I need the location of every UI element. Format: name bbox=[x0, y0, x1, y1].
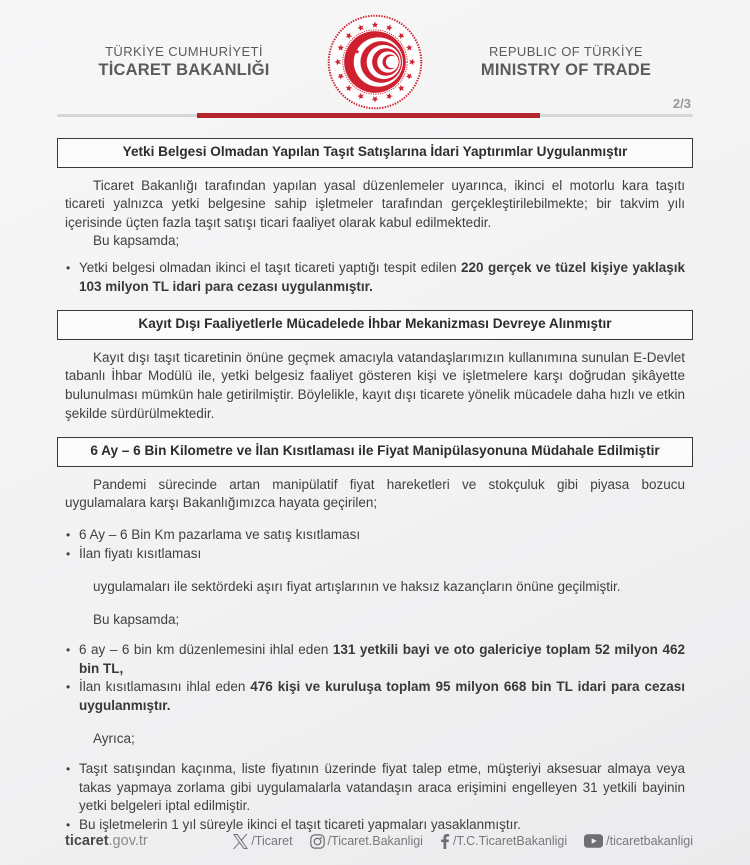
document-body bbox=[65, 138, 685, 835]
bullet-text: İlan kısıtlamasını ihlal eden bbox=[79, 679, 251, 695]
bullet-bold-text: 476 kişi ve kuruluşa toplam 95 milyon 668 bin TL idari para cezası uygulanmıştır. bbox=[79, 679, 686, 714]
bullet-bold-text: 220 gerçek ve tüzel kişiye yaklaşık 103 milyon TL idari para cezası uygulanmıştır. bbox=[79, 259, 685, 294]
bullet-text: 6 ay – 6 bin km düzenlemesini ihlal eden bbox=[79, 642, 333, 658]
bullet-item bbox=[65, 641, 685, 678]
bullet-bold-text: 131 yetkili bayi ve oto galericiye toplam 52 milyon 462 bin TL, bbox=[79, 642, 685, 676]
site-link-rest: .gov.tr bbox=[108, 833, 148, 849]
page-meta bbox=[57, 96, 693, 117]
x-icon bbox=[233, 834, 248, 849]
header-right-title bbox=[451, 44, 681, 80]
youtube-icon bbox=[584, 834, 603, 848]
site-link[interactable] bbox=[65, 833, 148, 849]
social-link-youtube[interactable] bbox=[584, 834, 693, 848]
social-link-facebook[interactable] bbox=[440, 834, 567, 849]
page-number: 2/3 bbox=[672, 96, 691, 111]
measures-closing-line: uygulamaları ile sektördeki aşırı fiyat artışlarının ve haksız kazançların önüne geçilmiştir. bbox=[93, 579, 621, 595]
facebook-icon bbox=[440, 834, 450, 849]
section-1-bullet-list bbox=[65, 259, 685, 296]
site-link-bold: ticaret bbox=[65, 833, 109, 849]
social-handle: /ticaretbakanligi bbox=[606, 834, 693, 848]
section-1-lead-in: Bu kapsamda; bbox=[93, 233, 180, 249]
section-1-paragraph: Ticaret Bakanlığı tarafından yapılan yasal düzenlemeler uyarınca, ikinci el motorlu kara taşıtı ticareti yalnızca yetki belgesine sahip işletmeler tarafından gerçekleştirilebilmekte; bir takvim yılı içerisinde üçten fazla taşıt satışı ticari faaliyet olarak kabul edilmektedir. bbox=[65, 177, 685, 230]
divider-red-bar bbox=[197, 113, 540, 118]
section-3-lead-in: Bu kapsamda; bbox=[93, 611, 180, 627]
social-handle: /Ticaret bbox=[251, 834, 293, 848]
header-right-line1: REPUBLIC OF TÜRKİYE bbox=[488, 44, 643, 59]
social-handle: /T.C.TicaretBakanligi bbox=[452, 834, 568, 848]
fines-bullet-list bbox=[65, 641, 685, 715]
footer bbox=[65, 833, 693, 849]
social-links bbox=[233, 834, 693, 849]
sanctions-bullet-list bbox=[65, 760, 685, 834]
instagram-icon bbox=[310, 834, 325, 849]
header-left-line2: TİCARET BAKANLIĞI bbox=[98, 61, 270, 79]
bullet-item bbox=[65, 678, 685, 715]
section-3-paragraph: Pandemi sürecinde artan manipülatif fiyat hareketleri ve stokçuluk gibi piyasa bozucu uygulamalara karşı Bakanlığımızca hayata geçirilen; bbox=[65, 476, 685, 511]
social-link-instagram[interactable] bbox=[310, 834, 423, 849]
header-left-line1: TÜRKİYE CUMHURİYETİ bbox=[105, 44, 263, 59]
section-title-box-3: 6 Ay – 6 Bin Kilometre ve İlan Kısıtlaması ile Fiyat Manipülasyonuna Müdahale Edilmiştir bbox=[57, 437, 693, 467]
bullet-item: • İlan fiyatı kısıtlaması bbox=[65, 545, 685, 564]
bullet-item: • Bu işletmelerin 1 yıl süreyle ikinci el taşıt ticareti yapmaları yasaklanmıştır. bbox=[65, 816, 685, 835]
bullet-item: • 6 Ay – 6 Bin Km pazarlama ve satış kısıtlaması bbox=[65, 526, 685, 545]
header-left-title bbox=[69, 44, 299, 80]
bullet-item bbox=[65, 259, 685, 296]
header-right-line2: MINISTRY OF TRADE bbox=[480, 61, 652, 79]
bullet-item: • Taşıt satışından kaçınma, liste fiyatının üzerinde fiyat talep etme, müşteriyi aksesuar almaya veya takas yapmaya zorlama gibi uygulamalarla vatandaşın araca erişimini engelleyen 31 yetkili bayinin yetki belgeleri iptal edilmiştir. bbox=[65, 760, 685, 816]
measures-bullet-list bbox=[65, 526, 685, 563]
section-3-lead-in-2: Ayrıca; bbox=[93, 730, 135, 746]
divider-line bbox=[57, 114, 693, 117]
section-2-paragraph: Kayıt dışı taşıt ticaretinin önüne geçmek amacıyla vatandaşlarımızın kullanımına sunulan E-Devlet tabanlı İhbar Modülü ile, yetki belgesiz faaliyet gösteren kişi ve işletmelere karşı doğrudan şikâyette bulunulması mümkün hale getirilmiştir. Böylelikle, kayıt dışı ticarete yönelik mücadele daha hızlı ve etkin şekilde sürdürülmektedir. bbox=[65, 349, 685, 421]
bullet-text: Yetki belgesi olmadan ikinci el taşıt ticareti yaptığı tespit edilen bbox=[79, 259, 462, 275]
social-link-x[interactable] bbox=[233, 834, 292, 849]
social-handle: /Ticaret.Bakanligi bbox=[327, 834, 423, 848]
section-title-box-2: Kayıt Dışı Faaliyetlerle Mücadelede İhbar Mekanizması Devreye Alınmıştır bbox=[57, 310, 693, 340]
section-title-box-1: Yetki Belgesi Olmadan Yapılan Taşıt Satışlarına İdari Yaptırımlar Uygulanmıştır bbox=[57, 138, 693, 168]
